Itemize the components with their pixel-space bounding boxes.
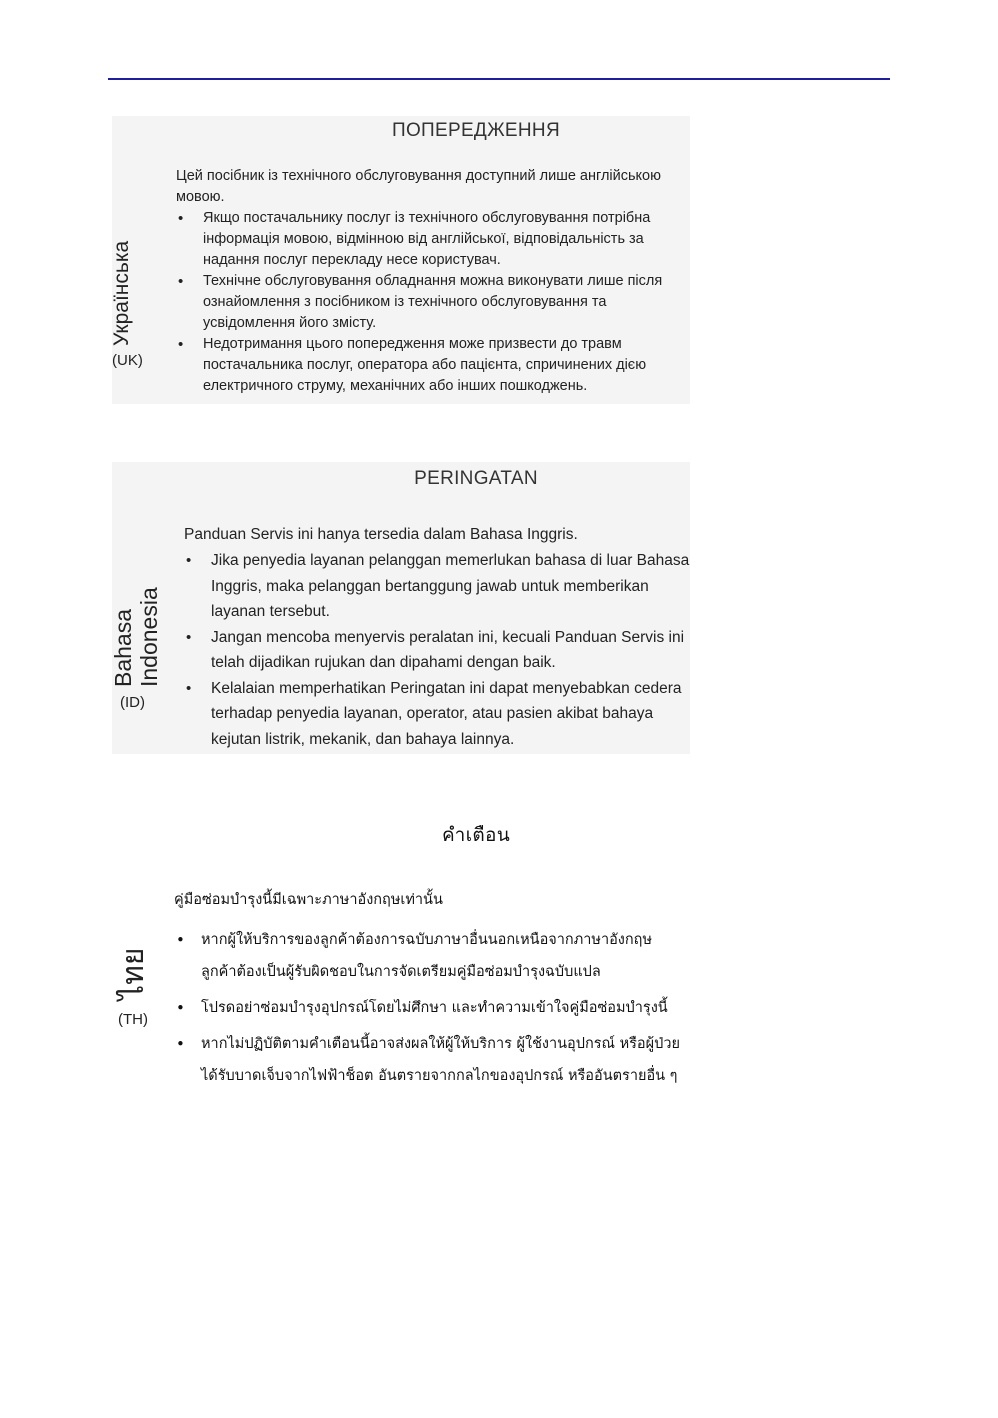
list-item: • Kelalaian memperhatikan Peringatan ini dapat menyebabkan cedera terhadap penyedia layanan, operator, atau pasien akibat bahaya kejutan listrik, mekanik, dan bahaya lainnya. bbox=[184, 676, 690, 753]
language-code: (TH) bbox=[118, 1011, 148, 1028]
list-item: • โปรดอย่าซ่อมบำรุงอุปกรณ์โดยไม่ศึกษา และทำความเข้าใจคู่มือซ่อมบำรุงนี้ bbox=[174, 992, 690, 1024]
intro-text: Panduan Servis ini hanya tersedia dalam Bahasa Inggris. bbox=[184, 526, 578, 543]
language-name-line1: Bahasa bbox=[110, 608, 136, 687]
language-code: (ID) bbox=[120, 694, 145, 711]
warning-list bbox=[174, 924, 690, 1096]
language-name: ไทย bbox=[116, 947, 151, 1000]
warning-panel-th bbox=[112, 812, 690, 1124]
warning-heading: ПОПЕРЕДЖЕННЯ bbox=[392, 120, 560, 141]
language-label-id bbox=[112, 462, 172, 754]
warning-heading: PERINGATAN bbox=[414, 468, 538, 489]
warning-panel-uk bbox=[112, 116, 690, 404]
language-label-th bbox=[112, 812, 172, 1124]
intro-text: คู่มือซ่อมบำรุงนี้มีเฉพาะภาษาอังกฤษเท่านั้น bbox=[174, 892, 443, 908]
list-item: • Jangan mencoba menyervis peralatan ini, kecuali Panduan Servis ini telah dijadikan rujukan dan dipahami dengan baik. bbox=[184, 625, 690, 676]
header-rule bbox=[108, 78, 890, 80]
language-label-uk bbox=[112, 116, 172, 404]
list-item: • Якщо постачальнику послуг із технічного обслуговування потрібна інформація мовою, відмінною від англійської, відповідальність за надання послуг перекладу несе користувач. bbox=[176, 208, 690, 271]
list-item: • Технічне обслуговування обладнання можна виконувати лише після ознайомлення з посібником із технічного обслуговування та усвідомлення його змісту. bbox=[176, 271, 690, 334]
list-item: • หากผู้ให้บริการของลูกค้าต้องการฉบับภาษาอื่นนอกเหนือจากภาษาอังกฤษ ลูกค้าต้องเป็นผู้รับผิดชอบในการจัดเตรียมคู่มือซ่อมบำรุงฉบับแปล bbox=[174, 924, 690, 988]
language-code: (UK) bbox=[112, 352, 143, 369]
warning-list bbox=[184, 548, 690, 752]
language-name-line2: Indonesia bbox=[136, 587, 162, 687]
intro-text: Цей посібник із технічного обслуговування доступний лише англійською мовою. bbox=[176, 168, 661, 205]
warning-heading: คำเตือน bbox=[441, 824, 511, 846]
warning-list bbox=[176, 208, 690, 397]
list-item: • หากไม่ปฏิบัติตามคำเตือนนี้อาจส่งผลให้ผู้ให้บริการ ผู้ใช้งานอุปกรณ์ หรือผู้ป่วยได้รับบาดเจ็บจากไฟฟ้าช็อต อันตรายจากกลไกของอุปกรณ์ หรืออันตรายอื่น ๆ bbox=[174, 1028, 690, 1092]
list-item: • Jika penyedia layanan pelanggan memerlukan bahasa di luar Bahasa Inggris, maka pelanggan bertanggung jawab untuk memberikan layanan tersebut. bbox=[184, 548, 690, 625]
language-name: Українська bbox=[110, 240, 133, 346]
list-item: • Недотримання цього попередження може призвести до травм постачальника послуг, оператора або пацієнта, спричинених дією електричного струму, механічних або інших пошкоджень. bbox=[176, 334, 690, 397]
warning-panel-id bbox=[112, 462, 690, 754]
